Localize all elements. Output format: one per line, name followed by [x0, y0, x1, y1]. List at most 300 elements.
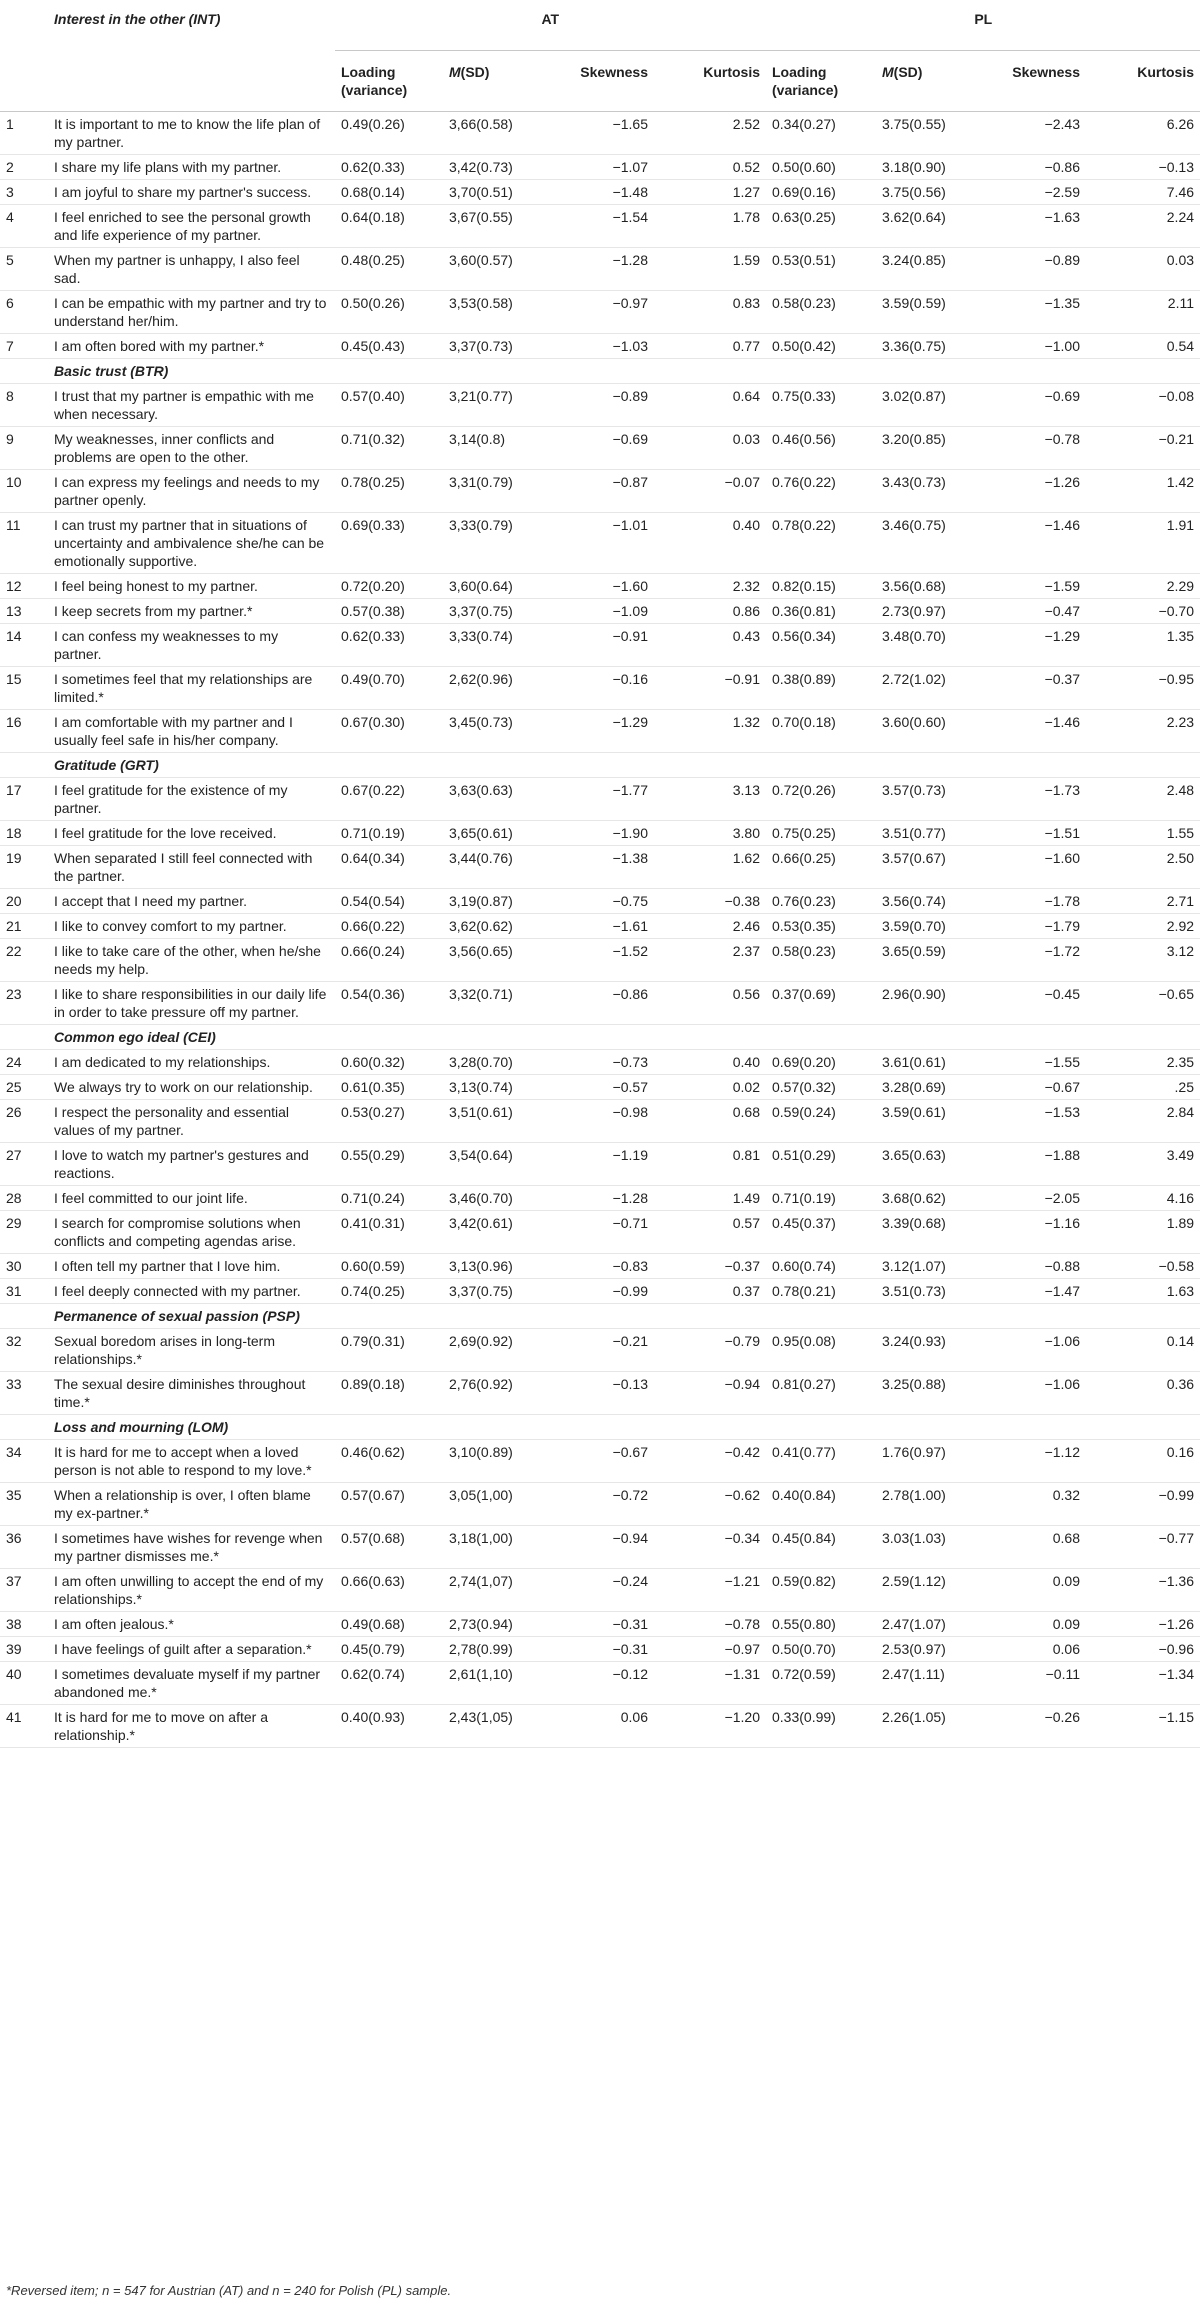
- at-msd-cell: 3,60(0.64): [443, 574, 553, 599]
- table-row: [0, 291, 1200, 334]
- pl-loading-cell: 0.36(0.81): [766, 599, 876, 624]
- at-skewness-cell: −0.91: [553, 624, 654, 667]
- pl-skewness-cell: −0.88: [981, 1254, 1086, 1279]
- column-header-skewness: Skewness: [553, 51, 654, 112]
- at-loading-cell: 0.57(0.38): [335, 599, 443, 624]
- pl-msd-cell: 3.43(0.73): [876, 470, 981, 513]
- at-msd-cell: 3,13(0.96): [443, 1254, 553, 1279]
- at-loading-cell: 0.57(0.68): [335, 1526, 443, 1569]
- at-loading-cell: 0.72(0.20): [335, 574, 443, 599]
- at-kurtosis-cell: −0.34: [654, 1526, 766, 1569]
- pl-msd-cell: 3.56(0.68): [876, 574, 981, 599]
- at-loading-cell: 0.54(0.54): [335, 889, 443, 914]
- pl-kurtosis-cell: 2.92: [1086, 914, 1200, 939]
- pl-loading-cell: 0.63(0.25): [766, 205, 876, 248]
- pl-skewness-cell: 0.09: [981, 1569, 1086, 1612]
- pl-skewness-cell: −1.59: [981, 574, 1086, 599]
- pl-loading-cell: 0.78(0.22): [766, 513, 876, 574]
- at-skewness-cell: −1.28: [553, 1186, 654, 1211]
- item-text: I am joyful to share my partner's success.: [48, 180, 335, 205]
- table-row: [0, 205, 1200, 248]
- at-loading-cell: 0.78(0.25): [335, 470, 443, 513]
- pl-msd-cell: 2.53(0.97): [876, 1637, 981, 1662]
- at-skewness-cell: −0.57: [553, 1075, 654, 1100]
- item-number: 17: [0, 778, 48, 821]
- at-kurtosis-cell: −0.37: [654, 1254, 766, 1279]
- at-skewness-cell: −0.97: [553, 291, 654, 334]
- pl-skewness-cell: −1.46: [981, 513, 1086, 574]
- pl-loading-cell: 0.75(0.25): [766, 821, 876, 846]
- at-msd-cell: 3,42(0.61): [443, 1211, 553, 1254]
- item-text: I can express my feelings and needs to my partner openly.: [48, 470, 335, 513]
- table-row: [0, 1186, 1200, 1211]
- at-msd-cell: 3,18(1,00): [443, 1526, 553, 1569]
- at-skewness-cell: −1.38: [553, 846, 654, 889]
- item-number: 41: [0, 1705, 48, 1748]
- pl-loading-cell: 0.60(0.74): [766, 1254, 876, 1279]
- at-kurtosis-cell: 0.40: [654, 513, 766, 574]
- at-kurtosis-cell: 2.32: [654, 574, 766, 599]
- at-loading-cell: 0.61(0.35): [335, 1075, 443, 1100]
- item-number: 15: [0, 667, 48, 710]
- at-msd-cell: 3,10(0.89): [443, 1440, 553, 1483]
- section-header-row: [0, 359, 1200, 384]
- pl-skewness-cell: −0.47: [981, 599, 1086, 624]
- at-skewness-cell: −0.73: [553, 1050, 654, 1075]
- pl-loading-cell: 0.72(0.59): [766, 1662, 876, 1705]
- at-kurtosis-cell: 1.27: [654, 180, 766, 205]
- at-kurtosis-cell: 0.56: [654, 982, 766, 1025]
- at-loading-cell: 0.60(0.59): [335, 1254, 443, 1279]
- pl-msd-cell: 2.73(0.97): [876, 599, 981, 624]
- at-loading-cell: 0.71(0.19): [335, 821, 443, 846]
- at-msd-cell: 3,62(0.62): [443, 914, 553, 939]
- at-kurtosis-cell: −0.97: [654, 1637, 766, 1662]
- at-skewness-cell: −0.87: [553, 470, 654, 513]
- at-kurtosis-cell: −0.07: [654, 470, 766, 513]
- table-row: [0, 982, 1200, 1025]
- pl-kurtosis-cell: −0.95: [1086, 667, 1200, 710]
- at-kurtosis-cell: 0.37: [654, 1279, 766, 1304]
- at-kurtosis-cell: 2.37: [654, 939, 766, 982]
- item-text: I feel committed to our joint life.: [48, 1186, 335, 1211]
- pl-msd-cell: 3.12(1.07): [876, 1254, 981, 1279]
- table-row: [0, 1100, 1200, 1143]
- pl-msd-cell: 3.02(0.87): [876, 384, 981, 427]
- at-kurtosis-cell: 0.02: [654, 1075, 766, 1100]
- pl-skewness-cell: −1.55: [981, 1050, 1086, 1075]
- item-number: 14: [0, 624, 48, 667]
- table-row: [0, 846, 1200, 889]
- item-text: I keep secrets from my partner.*: [48, 599, 335, 624]
- pl-loading-cell: 0.69(0.16): [766, 180, 876, 205]
- pl-msd-cell: 3.61(0.61): [876, 1050, 981, 1075]
- at-loading-cell: 0.41(0.31): [335, 1211, 443, 1254]
- item-text: I am comfortable with my partner and I usually feel safe in his/her company.: [48, 710, 335, 753]
- at-kurtosis-cell: 0.40: [654, 1050, 766, 1075]
- pl-skewness-cell: −1.53: [981, 1100, 1086, 1143]
- pl-kurtosis-cell: −1.15: [1086, 1705, 1200, 1748]
- at-skewness-cell: −1.77: [553, 778, 654, 821]
- at-loading-cell: 0.50(0.26): [335, 291, 443, 334]
- pl-loading-cell: 0.71(0.19): [766, 1186, 876, 1211]
- pl-kurtosis-cell: 0.14: [1086, 1329, 1200, 1372]
- pl-msd-cell: 3.20(0.85): [876, 427, 981, 470]
- at-skewness-cell: −0.89: [553, 384, 654, 427]
- pl-loading-cell: 0.76(0.22): [766, 470, 876, 513]
- at-msd-cell: 2,76(0.92): [443, 1372, 553, 1415]
- pl-kurtosis-cell: −0.58: [1086, 1254, 1200, 1279]
- at-loading-cell: 0.64(0.18): [335, 205, 443, 248]
- at-skewness-cell: −1.54: [553, 205, 654, 248]
- at-msd-cell: 3,63(0.63): [443, 778, 553, 821]
- item-number: 34: [0, 1440, 48, 1483]
- pl-skewness-cell: −0.26: [981, 1705, 1086, 1748]
- at-loading-cell: 0.67(0.22): [335, 778, 443, 821]
- item-text: I sometimes have wishes for revenge when my partner dismisses me.*: [48, 1526, 335, 1569]
- pl-msd-cell: 3.75(0.56): [876, 180, 981, 205]
- pl-skewness-cell: −1.26: [981, 470, 1086, 513]
- table-row: [0, 574, 1200, 599]
- table-row: [0, 1483, 1200, 1526]
- at-loading-cell: 0.54(0.36): [335, 982, 443, 1025]
- item-number: 33: [0, 1372, 48, 1415]
- at-msd-cell: 3,37(0.73): [443, 334, 553, 359]
- pl-msd-cell: 3.65(0.63): [876, 1143, 981, 1186]
- at-loading-cell: 0.46(0.62): [335, 1440, 443, 1483]
- table-row: [0, 112, 1200, 155]
- item-number: 9: [0, 427, 48, 470]
- pl-kurtosis-cell: −0.13: [1086, 155, 1200, 180]
- at-msd-cell: 3,66(0.58): [443, 112, 553, 155]
- pl-skewness-cell: −1.78: [981, 889, 1086, 914]
- at-kurtosis-cell: −0.42: [654, 1440, 766, 1483]
- item-number: 23: [0, 982, 48, 1025]
- at-kurtosis-cell: 3.13: [654, 778, 766, 821]
- item-number: 32: [0, 1329, 48, 1372]
- pl-skewness-cell: −0.11: [981, 1662, 1086, 1705]
- at-msd-cell: 3,13(0.74): [443, 1075, 553, 1100]
- pl-loading-cell: 0.50(0.42): [766, 334, 876, 359]
- at-loading-cell: 0.55(0.29): [335, 1143, 443, 1186]
- at-msd-cell: 3,67(0.55): [443, 205, 553, 248]
- at-msd-cell: 2,62(0.96): [443, 667, 553, 710]
- at-kurtosis-cell: 0.83: [654, 291, 766, 334]
- pl-msd-cell: 2.59(1.12): [876, 1569, 981, 1612]
- pl-msd-cell: 3.24(0.85): [876, 248, 981, 291]
- table-row: [0, 1075, 1200, 1100]
- pl-msd-cell: 3.51(0.73): [876, 1279, 981, 1304]
- at-loading-cell: 0.79(0.31): [335, 1329, 443, 1372]
- pl-loading-cell: 0.82(0.15): [766, 574, 876, 599]
- table-row: [0, 778, 1200, 821]
- at-kurtosis-cell: 1.49: [654, 1186, 766, 1211]
- pl-msd-cell: 3.68(0.62): [876, 1186, 981, 1211]
- section-title: Loss and mourning (LOM): [48, 1415, 335, 1440]
- at-skewness-cell: −0.21: [553, 1329, 654, 1372]
- pl-msd-cell: 3.75(0.55): [876, 112, 981, 155]
- pl-loading-cell: 0.45(0.84): [766, 1526, 876, 1569]
- item-text: I like to share responsibilities in our daily life in order to take pressure off my partner.: [48, 982, 335, 1025]
- item-text: It is important to me to know the life plan of my partner.: [48, 112, 335, 155]
- pl-msd-cell: 2.26(1.05): [876, 1705, 981, 1748]
- at-loading-cell: 0.57(0.40): [335, 384, 443, 427]
- table-row: [0, 1569, 1200, 1612]
- table-row: [0, 939, 1200, 982]
- pl-kurtosis-cell: −0.65: [1086, 982, 1200, 1025]
- pl-skewness-cell: −1.29: [981, 624, 1086, 667]
- at-kurtosis-cell: 0.77: [654, 334, 766, 359]
- group-header-pl: PL: [766, 8, 1200, 51]
- pl-kurtosis-cell: 0.36: [1086, 1372, 1200, 1415]
- at-skewness-cell: −1.07: [553, 155, 654, 180]
- pl-skewness-cell: −1.47: [981, 1279, 1086, 1304]
- section-title: Interest in the other (INT): [54, 11, 221, 27]
- item-text: I share my life plans with my partner.: [48, 155, 335, 180]
- at-skewness-cell: −1.28: [553, 248, 654, 291]
- pl-loading-cell: 0.53(0.35): [766, 914, 876, 939]
- at-kurtosis-cell: 0.86: [654, 599, 766, 624]
- at-msd-cell: 3,31(0.79): [443, 470, 553, 513]
- table-row: [0, 1705, 1200, 1748]
- item-number: 29: [0, 1211, 48, 1254]
- pl-loading-cell: 0.76(0.23): [766, 889, 876, 914]
- table-row: [0, 155, 1200, 180]
- pl-loading-cell: 0.38(0.89): [766, 667, 876, 710]
- pl-skewness-cell: −0.86: [981, 155, 1086, 180]
- at-msd-cell: 3,53(0.58): [443, 291, 553, 334]
- pl-msd-cell: 3.62(0.64): [876, 205, 981, 248]
- item-number: 7: [0, 334, 48, 359]
- at-skewness-cell: −1.48: [553, 180, 654, 205]
- pl-skewness-cell: −0.45: [981, 982, 1086, 1025]
- at-msd-cell: 3,60(0.57): [443, 248, 553, 291]
- pl-skewness-cell: −1.00: [981, 334, 1086, 359]
- pl-loading-cell: 0.59(0.82): [766, 1569, 876, 1612]
- pl-loading-cell: 0.57(0.32): [766, 1075, 876, 1100]
- pl-msd-cell: 3.57(0.67): [876, 846, 981, 889]
- at-skewness-cell: −0.16: [553, 667, 654, 710]
- pl-kurtosis-cell: 2.71: [1086, 889, 1200, 914]
- at-kurtosis-cell: 0.43: [654, 624, 766, 667]
- at-kurtosis-cell: 0.03: [654, 427, 766, 470]
- at-skewness-cell: −1.01: [553, 513, 654, 574]
- item-text: I search for compromise solutions when conflicts and competing agendas arise.: [48, 1211, 335, 1254]
- at-msd-cell: 3,70(0.51): [443, 180, 553, 205]
- at-loading-cell: 0.71(0.32): [335, 427, 443, 470]
- at-kurtosis-cell: −0.62: [654, 1483, 766, 1526]
- item-text: I sometimes feel that my relationships are limited.*: [48, 667, 335, 710]
- at-msd-cell: 3,28(0.70): [443, 1050, 553, 1075]
- at-msd-cell: 3,32(0.71): [443, 982, 553, 1025]
- at-loading-cell: 0.71(0.24): [335, 1186, 443, 1211]
- at-skewness-cell: −0.31: [553, 1637, 654, 1662]
- at-loading-cell: 0.53(0.27): [335, 1100, 443, 1143]
- table-row: [0, 1526, 1200, 1569]
- at-kurtosis-cell: 1.62: [654, 846, 766, 889]
- item-text: I feel gratitude for the love received.: [48, 821, 335, 846]
- at-loading-cell: 0.60(0.32): [335, 1050, 443, 1075]
- at-msd-cell: 3,51(0.61): [443, 1100, 553, 1143]
- at-kurtosis-cell: 3.80: [654, 821, 766, 846]
- at-skewness-cell: −0.99: [553, 1279, 654, 1304]
- pl-msd-cell: 3.59(0.59): [876, 291, 981, 334]
- pl-kurtosis-cell: 4.16: [1086, 1186, 1200, 1211]
- table-body: [0, 112, 1200, 1748]
- at-skewness-cell: −1.61: [553, 914, 654, 939]
- item-number: 8: [0, 384, 48, 427]
- item-number: 24: [0, 1050, 48, 1075]
- pl-kurtosis-cell: −0.99: [1086, 1483, 1200, 1526]
- item-number: 19: [0, 846, 48, 889]
- pl-skewness-cell: 0.68: [981, 1526, 1086, 1569]
- pl-kurtosis-cell: −1.26: [1086, 1612, 1200, 1637]
- item-number: 25: [0, 1075, 48, 1100]
- pl-loading-cell: 0.46(0.56): [766, 427, 876, 470]
- at-msd-cell: 3,54(0.64): [443, 1143, 553, 1186]
- at-msd-cell: 2,69(0.92): [443, 1329, 553, 1372]
- item-number: 27: [0, 1143, 48, 1186]
- pl-skewness-cell: −1.46: [981, 710, 1086, 753]
- item-number: 31: [0, 1279, 48, 1304]
- pl-msd-cell: 3.59(0.61): [876, 1100, 981, 1143]
- pl-loading-cell: 0.95(0.08): [766, 1329, 876, 1372]
- at-loading-cell: 0.62(0.33): [335, 155, 443, 180]
- pl-skewness-cell: 0.06: [981, 1637, 1086, 1662]
- pl-loading-cell: 0.53(0.51): [766, 248, 876, 291]
- pl-kurtosis-cell: 0.54: [1086, 334, 1200, 359]
- pl-kurtosis-cell: .25: [1086, 1075, 1200, 1100]
- at-kurtosis-cell: 2.52: [654, 112, 766, 155]
- pl-kurtosis-cell: 2.48: [1086, 778, 1200, 821]
- pl-skewness-cell: −1.73: [981, 778, 1086, 821]
- column-header-msd: M(SD): [443, 51, 553, 112]
- pl-kurtosis-cell: −0.08: [1086, 384, 1200, 427]
- at-msd-cell: 3,33(0.79): [443, 513, 553, 574]
- at-msd-cell: 3,37(0.75): [443, 1279, 553, 1304]
- item-number: 39: [0, 1637, 48, 1662]
- item-text: I love to watch my partner's gestures and reactions.: [48, 1143, 335, 1186]
- pl-skewness-cell: −0.78: [981, 427, 1086, 470]
- item-number: 20: [0, 889, 48, 914]
- item-number: 2: [0, 155, 48, 180]
- pl-msd-cell: 3.59(0.70): [876, 914, 981, 939]
- at-kurtosis-cell: 0.57: [654, 1211, 766, 1254]
- item-number: 37: [0, 1569, 48, 1612]
- item-text: I am often unwilling to accept the end of my relationships.*: [48, 1569, 335, 1612]
- pl-skewness-cell: −0.37: [981, 667, 1086, 710]
- at-msd-cell: 3,05(1,00): [443, 1483, 553, 1526]
- pl-kurtosis-cell: 1.55: [1086, 821, 1200, 846]
- item-text: I like to take care of the other, when he/she needs my help.: [48, 939, 335, 982]
- table-row: [0, 624, 1200, 667]
- pl-loading-cell: 0.50(0.70): [766, 1637, 876, 1662]
- item-number: 30: [0, 1254, 48, 1279]
- at-loading-cell: 0.57(0.67): [335, 1483, 443, 1526]
- pl-msd-cell: 3.56(0.74): [876, 889, 981, 914]
- pl-kurtosis-cell: 0.03: [1086, 248, 1200, 291]
- item-number: 13: [0, 599, 48, 624]
- item-text: Sexual boredom arises in long-term relationships.*: [48, 1329, 335, 1372]
- table-row: [0, 513, 1200, 574]
- table-row: [0, 1372, 1200, 1415]
- item-number: 18: [0, 821, 48, 846]
- at-msd-cell: 3,21(0.77): [443, 384, 553, 427]
- table-row: [0, 1279, 1200, 1304]
- pl-loading-cell: 0.50(0.60): [766, 155, 876, 180]
- at-loading-cell: 0.45(0.43): [335, 334, 443, 359]
- item-text: It is hard for me to move on after a relationship.*: [48, 1705, 335, 1748]
- pl-skewness-cell: 0.32: [981, 1483, 1086, 1526]
- at-loading-cell: 0.45(0.79): [335, 1637, 443, 1662]
- at-loading-cell: 0.69(0.33): [335, 513, 443, 574]
- item-text: I like to convey comfort to my partner.: [48, 914, 335, 939]
- column-header-kurtosis: Kurtosis: [654, 51, 766, 112]
- section-header-row: [0, 1025, 1200, 1050]
- item-text: When my partner is unhappy, I also feel sad.: [48, 248, 335, 291]
- at-loading-cell: 0.48(0.25): [335, 248, 443, 291]
- item-number: 28: [0, 1186, 48, 1211]
- pl-msd-cell: 3.25(0.88): [876, 1372, 981, 1415]
- column-header-msd: M(SD): [876, 51, 981, 112]
- pl-skewness-cell: −1.51: [981, 821, 1086, 846]
- section-header-row: [0, 753, 1200, 778]
- item-text: When a relationship is over, I often blame my ex-partner.*: [48, 1483, 335, 1526]
- pl-msd-cell: 2.78(1.00): [876, 1483, 981, 1526]
- at-kurtosis-cell: −0.94: [654, 1372, 766, 1415]
- item-number: 11: [0, 513, 48, 574]
- pl-msd-cell: 3.57(0.73): [876, 778, 981, 821]
- pl-skewness-cell: −1.63: [981, 205, 1086, 248]
- item-text: I can confess my weaknesses to my partner.: [48, 624, 335, 667]
- pl-kurtosis-cell: 6.26: [1086, 112, 1200, 155]
- item-text: I can trust my partner that in situations of uncertainty and ambivalence she/he can be emotionally supportive.: [48, 513, 335, 574]
- pl-skewness-cell: −0.89: [981, 248, 1086, 291]
- at-loading-cell: 0.89(0.18): [335, 1372, 443, 1415]
- pl-msd-cell: 3.28(0.69): [876, 1075, 981, 1100]
- table-row: [0, 1254, 1200, 1279]
- at-skewness-cell: −0.72: [553, 1483, 654, 1526]
- item-text: I am often jealous.*: [48, 1612, 335, 1637]
- pl-msd-cell: 2.47(1.11): [876, 1662, 981, 1705]
- pl-loading-cell: 0.72(0.26): [766, 778, 876, 821]
- item-text: It is hard for me to accept when a loved person is not able to respond to my love.*: [48, 1440, 335, 1483]
- item-number: 6: [0, 291, 48, 334]
- item-text: I am dedicated to my relationships.: [48, 1050, 335, 1075]
- pl-loading-cell: 0.78(0.21): [766, 1279, 876, 1304]
- at-kurtosis-cell: 1.32: [654, 710, 766, 753]
- at-skewness-cell: −0.71: [553, 1211, 654, 1254]
- at-skewness-cell: −1.19: [553, 1143, 654, 1186]
- pl-loading-cell: 0.58(0.23): [766, 291, 876, 334]
- pl-kurtosis-cell: −1.34: [1086, 1662, 1200, 1705]
- at-skewness-cell: −0.75: [553, 889, 654, 914]
- item-number: 1: [0, 112, 48, 155]
- pl-kurtosis-cell: −0.21: [1086, 427, 1200, 470]
- at-kurtosis-cell: 2.46: [654, 914, 766, 939]
- table-row: [0, 667, 1200, 710]
- section-title: Basic trust (BTR): [48, 359, 335, 384]
- pl-kurtosis-cell: 2.35: [1086, 1050, 1200, 1075]
- pl-loading-cell: 0.59(0.24): [766, 1100, 876, 1143]
- pl-skewness-cell: −2.59: [981, 180, 1086, 205]
- pl-loading-cell: 0.56(0.34): [766, 624, 876, 667]
- pl-msd-cell: 3.51(0.77): [876, 821, 981, 846]
- pl-loading-cell: 0.40(0.84): [766, 1483, 876, 1526]
- at-skewness-cell: −1.60: [553, 574, 654, 599]
- pl-skewness-cell: −2.05: [981, 1186, 1086, 1211]
- pl-kurtosis-cell: −0.96: [1086, 1637, 1200, 1662]
